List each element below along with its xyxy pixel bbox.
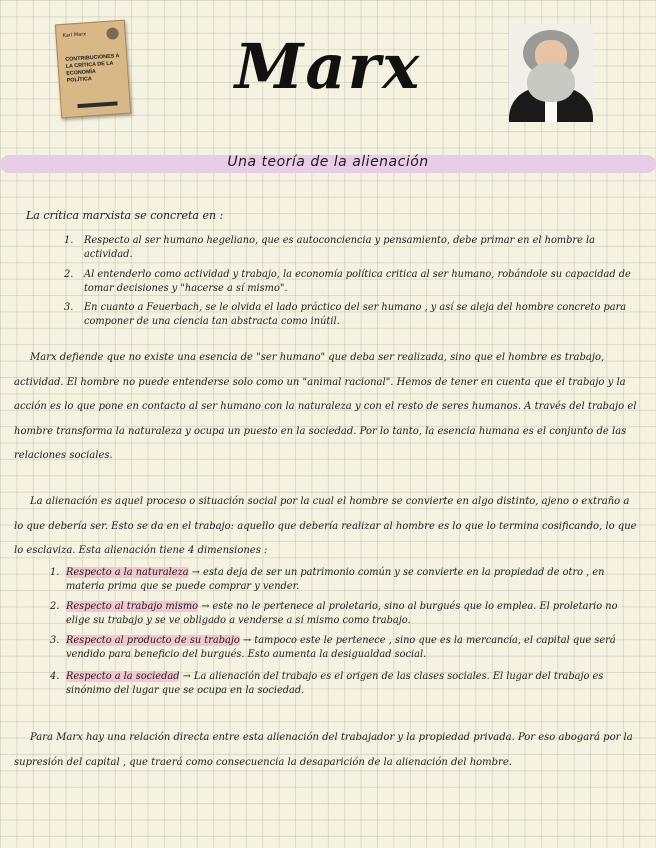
list1-item: Respecto al ser humano hegeliano, que es autoconciencia y pensamiento, debe primar en el hombre la actividad.	[84, 235, 595, 260]
book-title: CONTRIBUCIONES A LA CRÍTICA DE LA ECONOMÍA POLÍTICA	[65, 53, 120, 84]
list2-heading: Respecto a la naturaleza	[66, 567, 189, 578]
list1-number: 1.	[64, 235, 74, 246]
list2-item	[66, 634, 634, 661]
list2-heading: Respecto al trabajo mismo	[66, 601, 199, 612]
intro-text: La crítica marxista se concreta en :	[26, 209, 224, 222]
list2-item	[66, 670, 634, 697]
list2-body: → La alienación del trabajo es el origen de las clases sociales. El lugar del trabajo es sinónimo del lugar que se ocupa en la sociedad.	[66, 671, 604, 696]
portrait-beard	[527, 62, 575, 102]
list2-body: → esta deja de ser un patrimonio común y se convierte en la propiedad de otro , en materia prima que se puede comprar y vender.	[66, 567, 605, 592]
list1-item: Al entenderlo como actividad y trabajo, la economía política critica al ser humano, robándole su capacidad de tomar decisiones y "hacerse a sí mismo".	[84, 269, 631, 294]
paragraph-essence: Marx defiende que no existe una esencia de "ser humano" que deba ser realizada, sino que el hombre es trabajo, actividad. El hombre no puede entenderse solo como un "animal racional". Hemos de tener en cuenta que el trabajo y la acción es lo que pone en contacto al ser humano con la naturaleza y con el resto de seres humanos. A través del trabajo el hombre transforma la naturaleza y ocupa un puesto en la sociedad. Por lo tanto, la esencia humana es el conjunto de las relaciones sociales.	[14, 352, 637, 461]
list2-number: 4.	[50, 671, 60, 682]
list1-item: En cuanto a Feuerbach, se le olvida el lado práctico del ser humano , y así se aleja del hombre concreto para componer de una ciencia tan abstracta como inútil.	[84, 302, 627, 327]
list1-number: 2.	[64, 269, 74, 280]
list2-item	[66, 600, 634, 627]
list2-item	[66, 566, 634, 593]
list1-number: 3.	[64, 302, 74, 313]
list2-number: 2.	[50, 601, 60, 612]
list2-body: → tampoco este le pertenece , sino que es la mercancía, el capital que será vendido para beneficio del burgués. Esto aumenta la desigualdad social.	[66, 635, 616, 660]
book-author: Karl Marx	[62, 31, 87, 40]
page-subtitle: Una teoría de la alienación	[227, 154, 429, 170]
page-title: Marx	[234, 30, 422, 103]
list2-heading: Respecto a la sociedad	[66, 671, 180, 682]
list2-body: → este no le pertenece al proletario, sino al burgués que lo emplea. El proletario no elige su trabajo y se ve obligado a venderse a sí mismo como trabajo.	[66, 601, 618, 626]
paragraph-alienation: La alienación es aquel proceso o situación social por la cual el hombre se convierte en algo distinto, ajeno o extraño a lo que debería ser. Esto se da en el trabajo: aquello que debería realizar al hombre es lo que lo termina cosificando, lo que lo esclaviza. Esta alienación tiene 4 dimensiones :	[14, 496, 637, 556]
list2-heading: Respecto al producto de su trabajo	[66, 635, 240, 646]
marx-portrait-image	[509, 24, 593, 122]
list2-number: 1.	[50, 567, 60, 578]
paragraph-conclusion: Para Marx hay una relación directa entre esta alienación del trabajador y la propiedad privada. Por eso abogará por la supresión del capital , que traerá como consecuencia la desaparición de la alienación del hombre.	[14, 732, 633, 768]
list2-number: 3.	[50, 635, 60, 646]
